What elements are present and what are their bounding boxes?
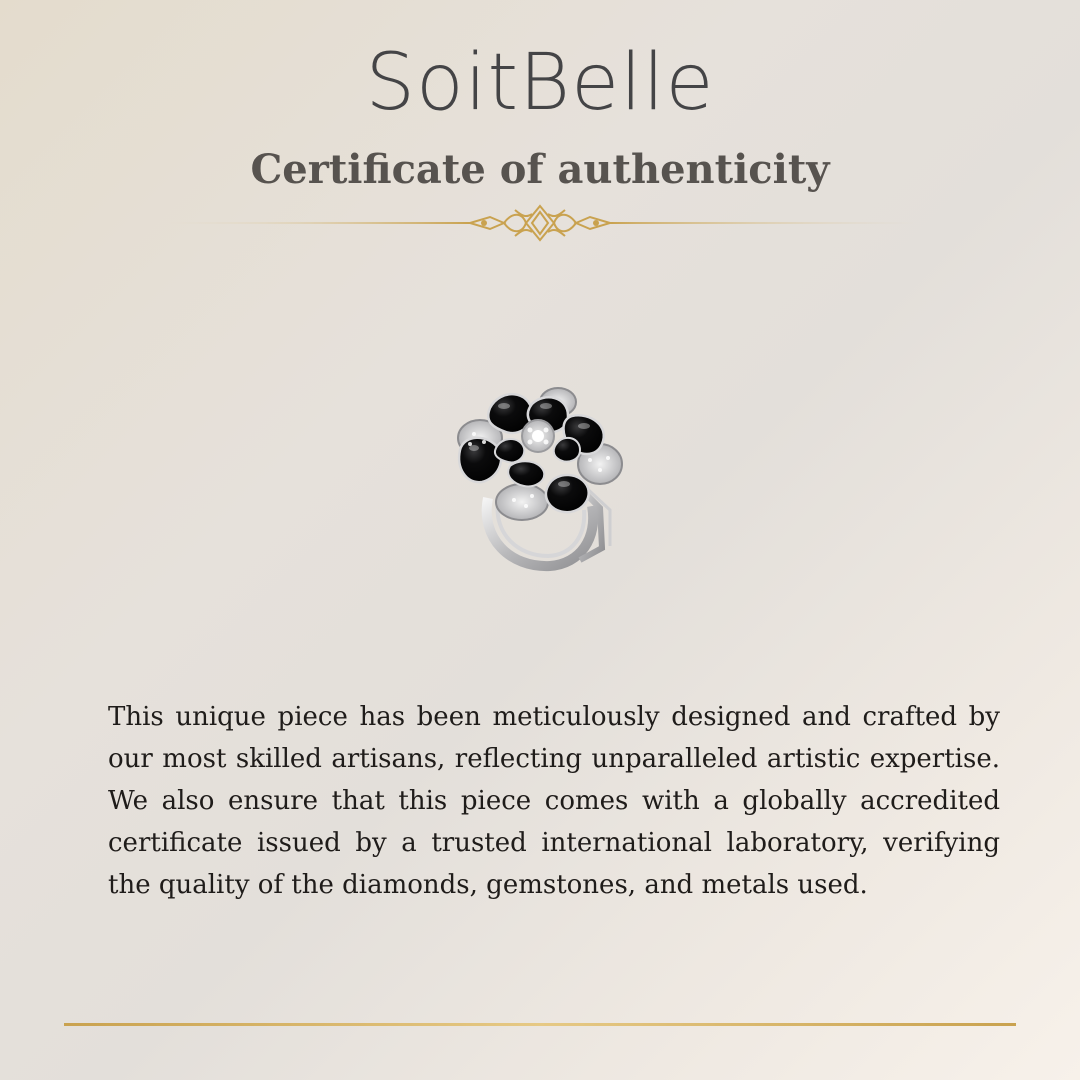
brand-logo: SoitBelle xyxy=(365,38,715,128)
ornamental-divider xyxy=(160,200,920,244)
footer-divider xyxy=(64,1023,1016,1026)
ring-product-image xyxy=(440,378,640,578)
certificate-description: This unique piece has been meticulously designed and crafted by our most skilled artisans, reflecting unparalleled artistic expertise. We also ensure that this piece comes with a globally accredited certificate issued by a trusted international laboratory, verifying the quality of the diamonds, gemstones, and metals used. xyxy=(108,702,1000,900)
page-title: Certificate of authenticity xyxy=(250,146,830,193)
